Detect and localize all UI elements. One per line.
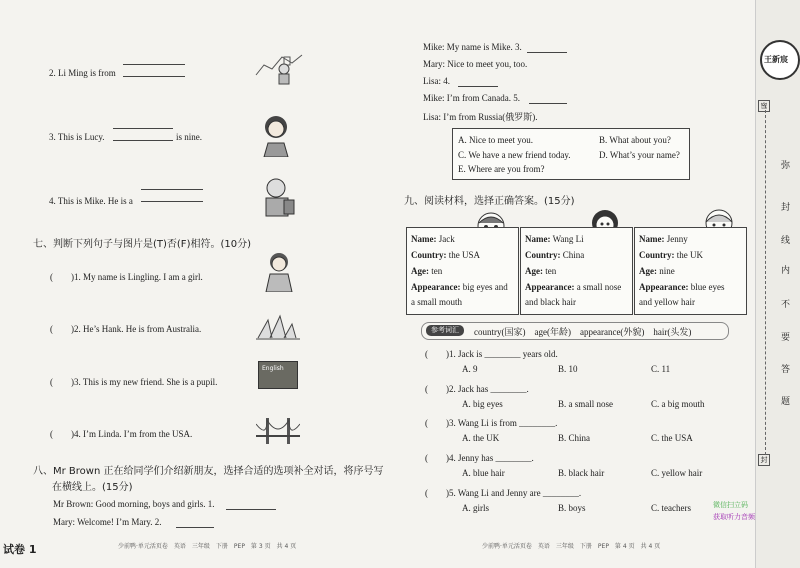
section7-item: ( )4. I’m Linda. I’m from the USA. bbox=[50, 429, 193, 439]
vocabulary-bar bbox=[421, 322, 729, 340]
mc-option-c[interactable]: C. the USA bbox=[651, 433, 693, 443]
option-e: E. Where are you from? bbox=[458, 164, 545, 174]
answer-line[interactable] bbox=[113, 128, 173, 129]
name-value: Wang Li bbox=[552, 234, 584, 244]
vocab-tag: 参考词汇 bbox=[426, 325, 464, 336]
section9-heading: 九、阅读材料，选择正确答案。(15分) bbox=[404, 196, 575, 207]
mc-question-1: ( )1. Jack is ________ years old. bbox=[425, 349, 558, 359]
option-c: C. We have a new friend today. bbox=[458, 150, 571, 160]
mc-option-a[interactable]: A. 9 bbox=[462, 364, 478, 374]
options-box bbox=[452, 128, 690, 180]
answer-line[interactable] bbox=[113, 140, 173, 141]
dialog-line-2: Mary: Welcome! I’m Mary. 2. bbox=[53, 517, 162, 527]
sydney-opera-house-picture bbox=[256, 312, 300, 342]
mc-option-b[interactable]: B. China bbox=[558, 433, 591, 443]
country-value: the USA bbox=[448, 250, 480, 260]
name-value: Jenny bbox=[666, 234, 688, 244]
appearance-label: Appearance: bbox=[411, 282, 461, 292]
binding-char: 要 bbox=[781, 333, 791, 343]
option-a: A. Nice to meet you. bbox=[458, 135, 533, 145]
binding-char: 弥 bbox=[781, 161, 791, 171]
answer-line[interactable] bbox=[123, 76, 185, 77]
name-label: Name: bbox=[411, 234, 437, 244]
section8-heading-line1: 八、Mr Brown 正在给同学们介绍新朋友，选择合适的选项补全对话，将序号写 bbox=[33, 466, 384, 477]
option-d: D. What’s your name? bbox=[599, 150, 680, 160]
mc-option-c[interactable]: C. teachers bbox=[651, 503, 691, 513]
section8-heading-line2: 在横线上。(15分) bbox=[52, 482, 133, 493]
mc-option-b[interactable]: B. black hair bbox=[558, 468, 605, 478]
mc-question-3: ( )3. Wang Li is from ________. bbox=[425, 418, 558, 428]
mc-option-b[interactable]: B. 10 bbox=[558, 364, 578, 374]
profile-card-jenny bbox=[634, 227, 747, 315]
profile-card-jack bbox=[406, 227, 519, 315]
profile-card-wang-li bbox=[520, 227, 633, 315]
q-name-2: 2. Li Ming is from bbox=[49, 68, 116, 78]
age-label: Age: bbox=[639, 266, 657, 276]
mc-option-c[interactable]: C. yellow hair bbox=[651, 468, 703, 478]
mc-option-b[interactable]: B. a small nose bbox=[558, 399, 613, 409]
answer-line[interactable] bbox=[141, 189, 203, 190]
country-label: Country: bbox=[525, 250, 561, 260]
appearance-value-2: and black hair bbox=[525, 297, 576, 307]
q-name-3b: is nine. bbox=[176, 132, 202, 142]
answer-line[interactable] bbox=[141, 201, 203, 202]
binding-char: 不 bbox=[781, 300, 791, 310]
mc-option-a[interactable]: A. blue hair bbox=[462, 468, 505, 478]
brand-logo: 王新宸 bbox=[760, 40, 800, 80]
seal-mark: 封 bbox=[758, 454, 770, 466]
dialog-line: Mary: Nice to meet you, too. bbox=[423, 59, 528, 69]
name-label: Name: bbox=[639, 234, 665, 244]
golden-gate-bridge-picture bbox=[256, 414, 300, 448]
right-footer: 少前鸭·单元活页卷 英语 三年级 下册 PEP 第 4 页 共 4 页 bbox=[482, 543, 661, 550]
q-name-3a: 3. This is Lucy. bbox=[49, 132, 105, 142]
section7-item: ( )3. This is my new friend. She is a pupil. bbox=[50, 377, 218, 387]
mc-option-b[interactable]: B. boys bbox=[558, 503, 586, 513]
binding-strip bbox=[755, 0, 800, 568]
mc-option-a[interactable]: A. girls bbox=[462, 503, 489, 513]
dialog-line-4: Lisa: 4. bbox=[423, 76, 450, 86]
name-value: Jack bbox=[438, 234, 455, 244]
section7-item: ( )2. He’s Hank. He is from Australia. bbox=[50, 324, 202, 334]
age-value: ten bbox=[431, 266, 443, 276]
mc-option-a[interactable]: A. big eyes bbox=[462, 399, 503, 409]
country-label: Country: bbox=[639, 250, 675, 260]
appearance-value: blue eyes bbox=[690, 282, 725, 292]
answer-line[interactable] bbox=[176, 527, 214, 528]
name-label: Name: bbox=[525, 234, 551, 244]
wechat-scan-stamp: 微信扫立码 bbox=[713, 501, 748, 509]
appearance-label: Appearance: bbox=[639, 282, 689, 292]
answer-line[interactable] bbox=[226, 509, 276, 510]
binding-dashed-line bbox=[765, 105, 766, 455]
appearance-value-2: and yellow hair bbox=[639, 297, 695, 307]
option-b: B. What about you? bbox=[599, 135, 671, 145]
left-footer: 少前鸭·单元活页卷 英语 三年级 下册 PEP 第 3 页 共 4 页 bbox=[118, 543, 297, 550]
mc-option-c[interactable]: C. a big mouth bbox=[651, 399, 705, 409]
country-value: China bbox=[562, 250, 585, 260]
lingling-girl-picture bbox=[264, 250, 294, 292]
appearance-label: Appearance: bbox=[525, 282, 575, 292]
vocab-text: country(国家) age(年龄) appearance(外貌) hair(头发) bbox=[474, 327, 692, 337]
q-name-4: 4. This is Mike. He is a bbox=[49, 196, 133, 206]
answer-line[interactable] bbox=[529, 103, 567, 104]
section7-item: ( )1. My name is Lingling. I am a girl. bbox=[50, 272, 203, 282]
binding-char: 线 bbox=[781, 236, 791, 246]
section7-heading: 七、判断下列句子与图片是(T)否(F)相符。(10分) bbox=[33, 239, 251, 250]
english-blackboard-picture: English bbox=[258, 361, 298, 389]
mc-question-5: ( )5. Wang Li and Jenny are ________. bbox=[425, 488, 582, 498]
binding-char: 题 bbox=[781, 397, 791, 407]
mike-pupil-picture bbox=[258, 176, 298, 220]
exam-badge: 试卷 1 bbox=[3, 543, 37, 556]
answer-line[interactable] bbox=[527, 52, 567, 53]
country-label: Country: bbox=[411, 250, 447, 260]
mc-question-2: ( )2. Jack has ________. bbox=[425, 384, 529, 394]
lucy-girl-picture bbox=[258, 113, 294, 157]
answer-line[interactable] bbox=[458, 86, 498, 87]
mc-option-a[interactable]: A. the UK bbox=[462, 433, 500, 443]
dialog-line-5: Mike: I’m from Canada. 5. bbox=[423, 93, 520, 103]
mc-question-4: ( )4. Jenny has ________. bbox=[425, 453, 534, 463]
appearance-value: a small nose bbox=[576, 282, 622, 292]
answer-line[interactable] bbox=[123, 64, 185, 65]
age-label: Age: bbox=[525, 266, 543, 276]
country-value: the UK bbox=[676, 250, 703, 260]
binding-char: 封 bbox=[781, 203, 791, 213]
appearance-value-2: a small mouth bbox=[411, 297, 462, 307]
seal-mark: 密 bbox=[758, 100, 770, 112]
binding-char: 内 bbox=[781, 266, 791, 276]
audio-stamp: 获取听力音频 bbox=[713, 513, 755, 521]
dialog-line: Lisa: I’m from Russia(俄罗斯). bbox=[423, 112, 538, 122]
age-label: Age: bbox=[411, 266, 429, 276]
appearance-value: big eyes and bbox=[462, 282, 508, 292]
dialog-line-1: Mr Brown: Good morning, boys and girls. 1. bbox=[53, 499, 215, 509]
dialog-line-3: Mike: My name is Mike. 3. bbox=[423, 42, 522, 52]
mc-option-c[interactable]: C. 11 bbox=[651, 364, 671, 374]
great-wall-boy-picture bbox=[254, 45, 304, 85]
binding-char: 答 bbox=[781, 365, 791, 375]
age-value: ten bbox=[545, 266, 557, 276]
age-value: nine bbox=[659, 266, 675, 276]
